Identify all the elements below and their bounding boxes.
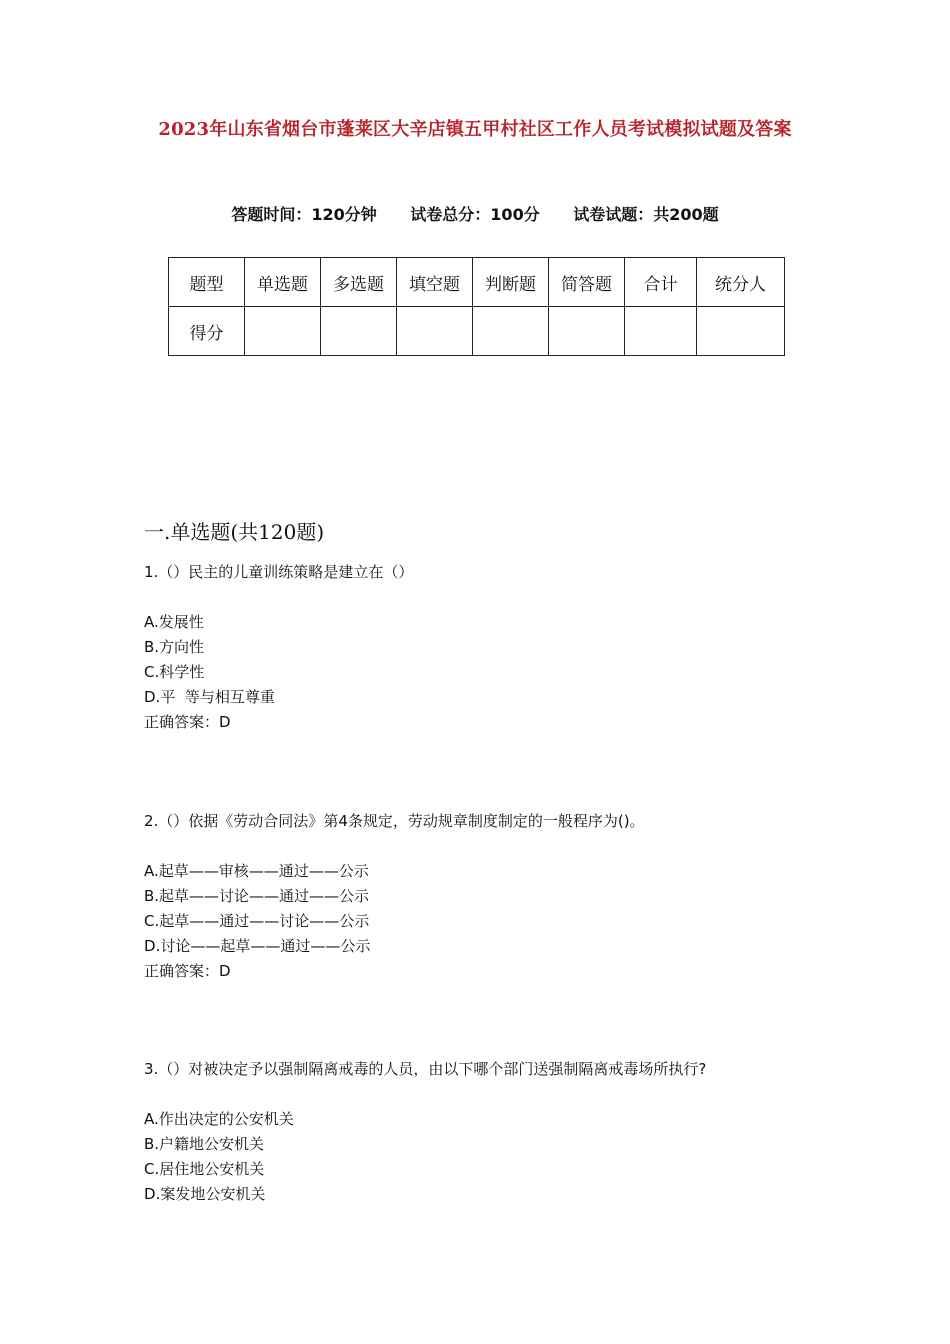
score-header-cell: 多选题 <box>321 258 397 307</box>
question-stem: 2.（）依据《劳动合同法》第4条规定，劳动规章制度制定的一般程序为()。 <box>144 812 645 830</box>
question-2 <box>144 809 645 984</box>
score-header-cell: 题型 <box>169 258 245 307</box>
exam-meta <box>0 202 950 225</box>
option-a: A.发展性 <box>144 613 204 631</box>
option-b: B.起草——讨论——通过——公示 <box>144 887 370 905</box>
exam-total-score: 试卷总分：100分 <box>410 205 540 224</box>
document-title: 2023年山东省烟台市蓬莱区大辛店镇五甲村社区工作人员考试模拟试题及答案 <box>158 119 792 140</box>
score-header-cell: 合计 <box>625 258 697 307</box>
option-a: A.起草——审核——通过——公示 <box>144 862 369 880</box>
score-cell <box>473 307 549 356</box>
option-d: D.讨论——起草——通过——公示 <box>144 937 371 955</box>
question-stem: 3.（）对被决定予以强制隔离戒毒的人员，由以下哪个部门送强制隔离戒毒场所执行? <box>144 1060 707 1078</box>
question-3 <box>144 1057 706 1207</box>
option-d: D.平 等与相互尊重 <box>144 688 275 706</box>
score-header-cell: 判断题 <box>473 258 549 307</box>
score-cell <box>321 307 397 356</box>
score-header-cell: 填空题 <box>397 258 473 307</box>
score-cell <box>697 307 785 356</box>
score-header-cell: 简答题 <box>549 258 625 307</box>
score-cell <box>625 307 697 356</box>
option-a: A.作出决定的公安机关 <box>144 1110 294 1128</box>
answer: 正确答案：D <box>144 713 231 731</box>
score-cell <box>549 307 625 356</box>
question-1 <box>144 560 413 735</box>
section-heading: 一.单选题(共120题) <box>144 520 325 544</box>
score-table-score-row <box>169 307 785 356</box>
question-stem: 1.（）民主的儿童训练策略是建立在（） <box>144 563 414 581</box>
option-b: B.户籍地公安机关 <box>144 1135 265 1153</box>
score-row-label: 得分 <box>169 307 245 356</box>
option-c: C.科学性 <box>144 663 205 681</box>
score-cell <box>397 307 473 356</box>
score-header-cell: 统分人 <box>697 258 785 307</box>
exam-time: 答题时间：120分钟 <box>231 205 377 224</box>
score-header-cell: 单选题 <box>245 258 321 307</box>
score-cell <box>245 307 321 356</box>
answer: 正确答案：D <box>144 962 231 980</box>
score-table <box>168 257 785 356</box>
score-table-header-row <box>169 258 785 307</box>
exam-question-count: 试卷试题：共200题 <box>573 205 719 224</box>
option-c: C.起草——通过——讨论——公示 <box>144 912 370 930</box>
option-c: C.居住地公安机关 <box>144 1160 265 1178</box>
option-b: B.方向性 <box>144 638 205 656</box>
option-d: D.案发地公安机关 <box>144 1185 266 1203</box>
